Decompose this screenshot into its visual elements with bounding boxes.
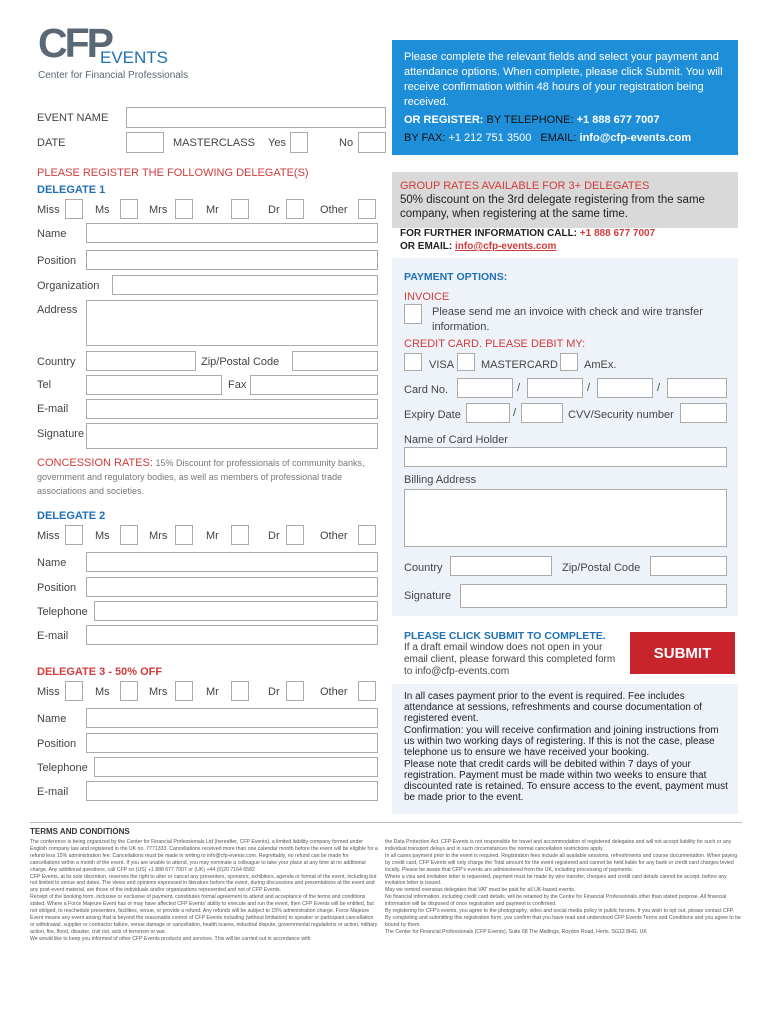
d1-title-dr-label: Dr xyxy=(268,204,280,216)
d3-email-label: E-mail xyxy=(37,786,69,798)
expiry-year-input[interactable] xyxy=(521,403,563,423)
d1-address-label: Address xyxy=(37,304,78,316)
billing-address-input[interactable] xyxy=(404,489,727,547)
expiry-label: Expiry Date xyxy=(404,409,461,421)
d2-title-mr-checkbox[interactable] xyxy=(231,525,249,545)
date-label: DATE xyxy=(37,137,66,149)
note-item: Please note that credit cards will be debited within 7 days of your registration. Payment must be made within two weeks to ensure that discounted rate is retained. To ensure access to the event, payment must be made prior to the event. xyxy=(404,759,728,803)
card-no-label: Card No. xyxy=(404,384,449,396)
card-no-input-3[interactable] xyxy=(597,378,653,398)
pay-signature-input[interactable] xyxy=(460,584,727,608)
email-value: info@cfp-events.com xyxy=(579,132,692,144)
card-no-sep-2: / xyxy=(587,382,591,394)
d1-title-ms-checkbox[interactable] xyxy=(120,199,138,219)
terms-heading: TERMS AND CONDITIONS xyxy=(30,827,130,836)
d3-position-label: Position xyxy=(37,738,77,750)
d1-fax-label: Fax xyxy=(228,379,247,391)
d3-email-input[interactable] xyxy=(86,781,378,801)
d2-title-mrs-checkbox[interactable] xyxy=(175,525,193,545)
register-heading: OR REGISTER: xyxy=(404,114,484,126)
group-rates-heading: GROUP RATES AVAILABLE FOR 3+ DELEGATES xyxy=(400,180,650,192)
pay-country-label: Country xyxy=(404,562,443,574)
d1-address-input[interactable] xyxy=(86,300,378,346)
d1-organization-label: Organization xyxy=(37,280,100,292)
d2-telephone-input[interactable] xyxy=(94,601,378,621)
register-line xyxy=(404,114,660,126)
terms-paragraph: By registering for CFP's events, you agree to the photography, video and social media policy in public forums. If you wish to opt out, please contact CFP. xyxy=(385,908,735,915)
d1-signature-label: Signature xyxy=(37,428,85,440)
terms-paragraph: No financial information, including credit card details, will be retained by the Centre for Financial Professionals other than stated purpose. All financial information will be disposed of once registration and payment is confirmed. xyxy=(385,894,727,908)
terms-paragraph: The conference is being organized by the Center for Financial Professionals Ltd (hereafter, CFP Events), a limited liability company formed under English company law and registered in the UK no. 7771333. Cancellations received more than one calendar month before the event will be eligible for a refund less 15% administration fee. Cancellations must be made in writing to info@cfp-events.com. Regrettably, no refund can be made for cancellations within a month of the event. If you are unable to attend, you may nominate a colleague to take your place at any time at no additional charge. Any additional questions, call CFP on (US) +1 888 677 7007 or (UK) +44 (0)20 7164 6582 xyxy=(30,839,378,873)
delegate2-heading: DELEGATE 2 xyxy=(37,510,106,522)
card-no-sep-1: / xyxy=(517,382,521,394)
d1-email-label: E-mail xyxy=(37,403,69,415)
d2-title-ms-label: Ms xyxy=(95,530,110,542)
submit-text: If a draft email window does not open in your email client, please forward this completed form to info@cfp-events.com xyxy=(404,642,616,677)
d3-telephone-input[interactable] xyxy=(94,757,378,777)
d2-title-miss-checkbox[interactable] xyxy=(65,525,83,545)
d1-title-dr-checkbox[interactable] xyxy=(286,199,304,219)
pay-country-input[interactable] xyxy=(450,556,552,576)
delegate1-heading: DELEGATE 1 xyxy=(37,184,106,196)
pay-zip-label: Zip/Postal Code xyxy=(562,562,641,574)
register-delegates-heading: PLEASE REGISTER THE FOLLOWING DELEGATE(S) xyxy=(37,167,309,179)
invoice-heading: INVOICE xyxy=(404,291,450,303)
card-holder-label: Name of Card Holder xyxy=(404,434,508,446)
invoice-checkbox[interactable] xyxy=(404,304,422,324)
pay-signature-label: Signature xyxy=(404,590,452,602)
concession-block xyxy=(37,456,367,498)
logo xyxy=(38,20,189,84)
d1-position-label: Position xyxy=(37,255,77,267)
d3-title-mrs-label: Mrs xyxy=(149,686,168,698)
invoice-text: Please send me an invoice with check and wire transfer information. xyxy=(432,306,703,333)
terms-paragraph: Where a visa and invitation letter is requested, payment must be made by wire transfer, cheques and credit card details cannot be accept, before any invitation letter is issued. xyxy=(385,873,727,887)
call-value: +1 888 677 7007 xyxy=(579,228,656,239)
or-email-value[interactable]: info@cfp-events.com xyxy=(455,241,557,252)
d2-email-label: E-mail xyxy=(37,630,69,642)
d3-title-dr-checkbox[interactable] xyxy=(286,681,304,701)
date-input[interactable] xyxy=(126,132,164,153)
d2-title-dr-label: Dr xyxy=(268,530,280,542)
d2-name-label: Name xyxy=(37,557,67,569)
tel-label: BY TELEPHONE: xyxy=(486,114,574,126)
d1-email-input[interactable] xyxy=(86,399,378,419)
terms-paragraph: In all cases payment prior to the event is required. Registration fees include all available sessions, refreshments and course documentation. When paying by credit card, CFP Events will only charge the Total amount for the event registered and cannot be held liable for any bank or credit card charges levied locally. Please be aware that CFP's events are administered from the UK, including processing of payments. xyxy=(385,852,738,873)
d1-position-input[interactable] xyxy=(86,250,378,270)
masterclass-no-label: No xyxy=(339,137,354,149)
email-label: EMAIL: xyxy=(540,132,577,144)
d1-tel-label: Tel xyxy=(37,379,52,391)
d3-title-mr-label: Mr xyxy=(206,686,219,698)
billing-address-label: Billing Address xyxy=(404,474,477,486)
d1-fax-input[interactable] xyxy=(250,375,378,395)
d1-zip-label: Zip/Postal Code xyxy=(201,356,280,368)
delegate3-heading: DELEGATE 3 - 50% OFF xyxy=(37,666,163,678)
masterclass-yes-label: Yes xyxy=(268,137,286,149)
d2-name-input[interactable] xyxy=(86,552,378,572)
d1-name-label: Name xyxy=(37,228,67,240)
expiry-month-input[interactable] xyxy=(466,403,510,423)
d1-tel-input[interactable] xyxy=(86,375,222,395)
d2-title-other-label: Other xyxy=(320,530,348,542)
d1-title-ms-label: Ms xyxy=(95,204,110,216)
card-no-input-1[interactable] xyxy=(457,378,513,398)
d2-title-other-checkbox[interactable] xyxy=(358,525,376,545)
credit-card-heading: CREDIT CARD. PLEASE DEBIT MY: xyxy=(404,338,586,350)
d3-title-mr-checkbox[interactable] xyxy=(231,681,249,701)
card-no-input-4[interactable] xyxy=(667,378,727,398)
note-item: Confirmation: you will receive confirmation and joining instructions from us within two working days of registering. If this is not the case, please telephone us to ensure we have received your booking. xyxy=(404,725,719,758)
masterclass-no-checkbox[interactable] xyxy=(358,132,386,153)
d2-position-input[interactable] xyxy=(86,577,378,597)
terms-paragraph: The Center for Financial Professionals (CFP Events), Suite 68 The Maltings, Roydon Road, Herts. SG12 8HG. UK xyxy=(385,928,647,935)
d3-telephone-label: Telephone xyxy=(37,762,88,774)
terms-paragraph: We would like to keep you informed of other CFP Events products and services. This will be carried out in accordance with xyxy=(30,935,311,942)
d3-title-ms-checkbox[interactable] xyxy=(120,681,138,701)
submit-button[interactable] xyxy=(630,632,735,674)
d2-email-input[interactable] xyxy=(86,625,378,645)
concession-heading: CONCESSION RATES: xyxy=(37,457,153,469)
group-rates-text: 50% discount on the 3rd delegate registering from the same company, when registering at the same time. xyxy=(400,194,705,220)
d1-organization-input[interactable] xyxy=(112,275,378,295)
d2-title-miss-label: Miss xyxy=(37,530,60,542)
further-info-email xyxy=(400,241,556,252)
card-no-input-2[interactable] xyxy=(527,378,583,398)
terms-divider xyxy=(30,822,742,823)
amex-checkbox[interactable] xyxy=(560,353,578,371)
d2-title-dr-checkbox[interactable] xyxy=(286,525,304,545)
intro-text: Please complete the relevant fields and select your payment and attendance options. When complete, please click Submit. You will receive confirmation within 48 hours of your registration being received. xyxy=(404,51,723,108)
event-name-input[interactable] xyxy=(126,107,386,128)
d3-name-input[interactable] xyxy=(86,708,378,728)
d1-title-mr-checkbox[interactable] xyxy=(231,199,249,219)
pay-zip-input[interactable] xyxy=(650,556,727,576)
or-email-label: OR EMAIL: xyxy=(400,241,453,252)
card-no-sep-3: / xyxy=(657,382,661,394)
visa-checkbox[interactable] xyxy=(404,353,422,371)
d1-title-other-checkbox[interactable] xyxy=(358,199,376,219)
d1-title-miss-checkbox[interactable] xyxy=(65,199,83,219)
d3-title-mrs-checkbox[interactable] xyxy=(175,681,193,701)
d2-position-label: Position xyxy=(37,582,77,594)
amex-label: AmEx. xyxy=(584,359,617,371)
concession-text: 15% Discount for professionals of community banks, government and regulatory bodies, as well as members of professional trade associations and societies. xyxy=(37,458,365,496)
payment-heading: PAYMENT OPTIONS: xyxy=(404,271,508,283)
terms-paragraph: CFP Events, at its sole discretion, reserves the right to alter or cancel any presenters, sponsors, exhibitors, agenda or format of the event, including but not limited to venue and dates. The views and opinions expressed in literature before the event, during discussions and presentations at the event and any post-event material, are those of the individuals and/or organizations represented and not of CFP Events. xyxy=(30,873,377,894)
masterclass-label: MASTERCLASS xyxy=(173,137,255,149)
cvv-label: CVV/Security number xyxy=(568,409,674,421)
mastercard-checkbox[interactable] xyxy=(457,353,475,371)
tel-value: +1 888 677 7007 xyxy=(576,114,660,126)
note-item: In all cases payment prior to the event is required. Fee includes attendance at sessions, refreshments and course documentation of registered event. xyxy=(404,691,702,724)
d3-position-input[interactable] xyxy=(86,733,378,753)
fax-line xyxy=(404,132,691,144)
expiry-sep: / xyxy=(513,407,517,419)
logo-brand: CFP xyxy=(38,20,111,66)
terms-paragraph: May we remind overseas delegates that VAT must be paid for all UK-based events. xyxy=(385,887,576,894)
d1-title-mrs-checkbox[interactable] xyxy=(175,199,193,219)
d3-name-label: Name xyxy=(37,713,67,725)
d1-title-miss-label: Miss xyxy=(37,204,60,216)
visa-label: VISA xyxy=(429,359,455,371)
logo-brand-suffix: EVENTS xyxy=(100,48,169,67)
further-info-call xyxy=(400,228,655,239)
cvv-input[interactable] xyxy=(680,403,727,423)
d1-title-mrs-label: Mrs xyxy=(149,204,168,216)
d1-name-input[interactable] xyxy=(86,223,378,243)
terms-paragraph: By completing and submitting this registration form, you confirm that you have read and understood CFP Events Terms and Conditions and you agree to be bound by them. xyxy=(385,914,741,928)
masterclass-yes-checkbox[interactable] xyxy=(290,132,308,153)
event-name-label: EVENT NAME xyxy=(37,112,109,124)
d1-country-input[interactable] xyxy=(86,351,196,371)
fax-label: BY FAX: xyxy=(404,132,446,144)
notes-text xyxy=(404,691,728,803)
terms-left-column xyxy=(30,839,379,943)
d1-zip-input[interactable] xyxy=(292,351,378,371)
mastercard-label: MASTERCARD xyxy=(481,359,559,371)
terms-paragraph: Receipt of the booking form, inclusive or exclusive of payment, constitutes formal agreement to attend and acceptance of the terms and conditions stated. Where a Force Majeure Event has or may have affected CFP Events' ability to execute and run the event, then CFP Events will be entitled, but not obliged, to reschedule presenters, facilities, venue, or provide a refund. Any refunds will be subject to 15% administration charge. Force Majeure Event means any event arising that is beyond the reasonable control of CFP Events including (without limitation) to speaker or participant cancellation or withdrawal, supplier or contractor failure, venue damage or cancellation, health scares, industrial dispute, governmental regulations or action, military action, fire, flood, disaster, civil riot, acts of terrorism or war. xyxy=(30,894,378,935)
d1-title-other-label: Other xyxy=(320,204,348,216)
d3-title-miss-label: Miss xyxy=(37,686,60,698)
fax-value: +1 212 751 3500 xyxy=(448,132,532,144)
d3-title-miss-checkbox[interactable] xyxy=(65,681,83,701)
submit-heading: PLEASE CLICK SUBMIT TO COMPLETE. xyxy=(404,630,606,642)
d2-title-mr-label: Mr xyxy=(206,530,219,542)
card-holder-input[interactable] xyxy=(404,447,727,467)
d3-title-ms-label: Ms xyxy=(95,686,110,698)
terms-paragraph: the Data Protection Act. CFP Events is not responsible for travel and accommodation of registered delegates and will not accept liability for such or any individual transport delays and in such circumstances the normal cancellation restrictions apply. xyxy=(385,839,732,852)
call-label: FOR FURTHER INFORMATION CALL: xyxy=(400,228,578,239)
d2-telephone-label: Telephone xyxy=(37,606,88,618)
d1-title-mr-label: Mr xyxy=(206,204,219,216)
d2-title-ms-checkbox[interactable] xyxy=(120,525,138,545)
d3-title-dr-label: Dr xyxy=(268,686,280,698)
terms-right-column xyxy=(385,839,742,936)
d3-title-other-label: Other xyxy=(320,686,348,698)
d1-signature-input[interactable] xyxy=(86,423,378,449)
logo-tagline: Center for Financial Professionals xyxy=(38,70,189,81)
d1-country-label: Country xyxy=(37,356,76,368)
d2-title-mrs-label: Mrs xyxy=(149,530,168,542)
submit-button-label: SUBMIT xyxy=(653,644,712,662)
d3-title-other-checkbox[interactable] xyxy=(358,681,376,701)
